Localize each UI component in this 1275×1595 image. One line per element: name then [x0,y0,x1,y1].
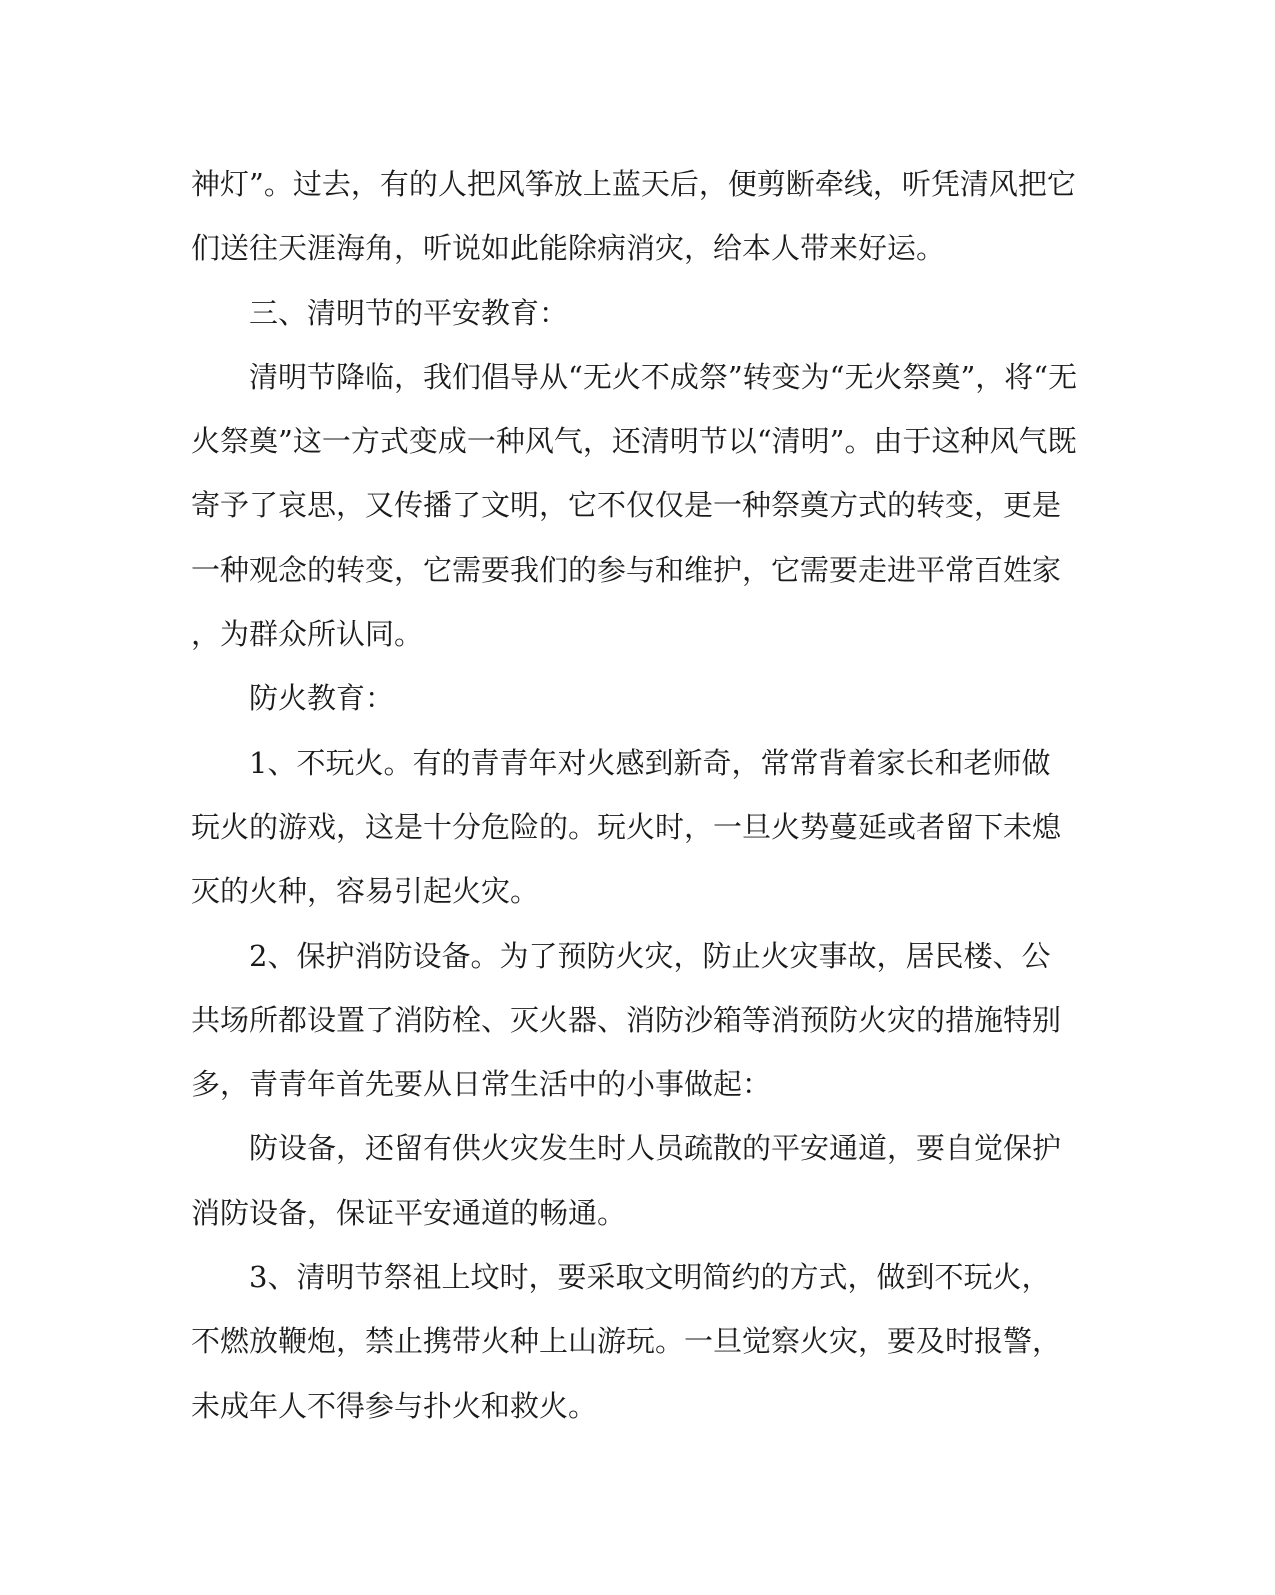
text-line: 灭的火种，容易引起火灾。 [191,874,540,909]
text-line: 未成年人不得参与扑火和救火。 [191,1388,598,1423]
text-line: 3、清明节祭祖上坟时，要采取文明简约的方式，做到不玩火， [249,1260,1051,1295]
text-line: 防设备，还留有供火灾发生时人员疏散的平安通道，要自觉保护 [249,1131,1062,1166]
body-text [191,152,1078,1438]
text-line: ，为群众所认同。 [191,617,424,652]
text-line: 1、不玩火。有的青青年对火感到新奇，常常背着家长和老师做 [249,745,1051,780]
text-line: 2、保护消防设备。为了预防火灾，防止火灾事故，居民楼、公 [249,938,1051,973]
text-line: 玩火的游戏，这是十分危险的。玩火时，一旦火势蔓延或者留下未熄 [191,809,1062,844]
text-line: 们送往天涯海角，听说如此能除病消灾，给本人带来好运。 [191,231,946,266]
text-line: 共场所都设置了消防栓、灭火器、消防沙箱等消预防火灾的措施特别 [191,1002,1062,1037]
text-line: 清明节降临，我们倡导从“无火不成祭”转变为“无火祭奠”，将“无 [249,359,1078,394]
text-line: 神灯”。过去，有的人把风筝放上蓝天后，便剪断牵线，听凭清风把它 [191,167,1076,201]
section-heading: 防火教育： [249,681,395,716]
section-heading: 三、清明节的平安教育： [249,295,569,330]
text-line: 火祭奠”这一方式变成一种风气，还清明节以“清明”。由于这种风气既 [191,424,1077,459]
text-line: 不燃放鞭炮，禁止携带火种上山游玩。一旦觉察火灾，要及时报警， [191,1324,1062,1359]
text-line: 寄予了哀思，又传播了文明，它不仅仅是一种祭奠方式的转变，更是 [191,488,1062,523]
text-line: 一种观念的转变，它需要我们的参与和维护，它需要走进平常百姓家 [191,552,1062,587]
text-line: 消防设备，保证平安通道的畅通。 [191,1195,627,1230]
text-line: 多，青青年首先要从日常生活中的小事做起： [191,1067,772,1102]
